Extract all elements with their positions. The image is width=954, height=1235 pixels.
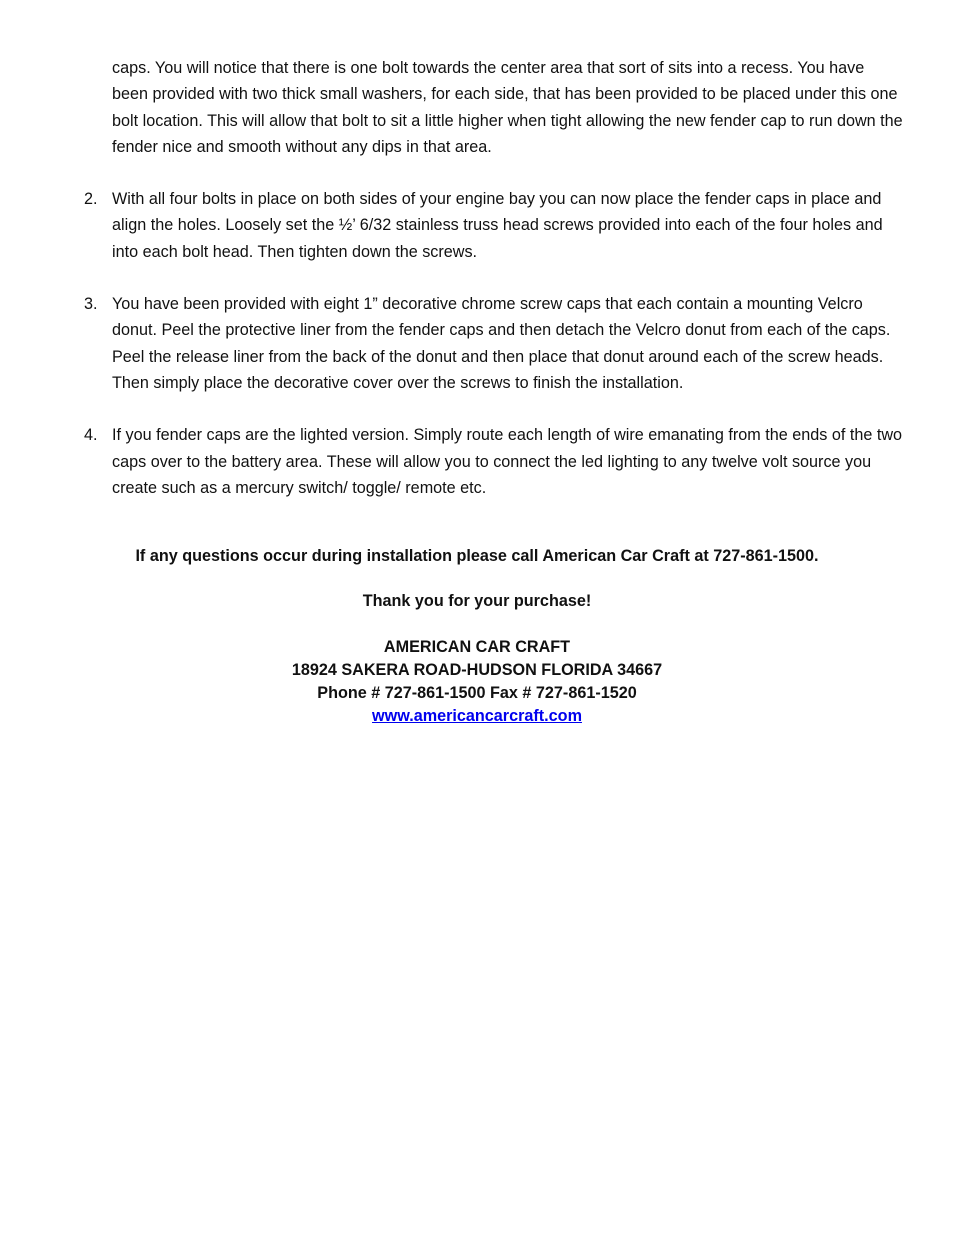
- step-number: 2.: [84, 190, 98, 209]
- step-number: 4.: [84, 426, 98, 445]
- instruction-step-continued: [84, 55, 904, 160]
- instruction-list: [84, 55, 904, 501]
- company-contact-block: [0, 636, 954, 728]
- step-text: You have been provided with eight 1” decorative chrome screw caps that each contain a mounting Velcro donut. Peel the protective liner from the fender caps and then detach the Velcro donut from each of the caps. Peel the release liner from the back of the donut and then place that donut around each of the screw heads. Then simply place the decorative cover over the screws to finish the installation.: [112, 295, 891, 392]
- step-text: With all four bolts in place on both sides of your engine bay you can now place the fender caps in place and align the holes. Loosely set the ½’ 6/32 stainless truss head screws provided into each of the four holes and into each bolt head. Then tighten down the screws.: [112, 190, 883, 261]
- company-phone-fax: Phone # 727-861-1500 Fax # 727-861-1520: [317, 684, 637, 702]
- instruction-step-3: [84, 291, 904, 396]
- support-contact-note: If any questions occur during installation please call American Car Craft at 727-861-1500.: [135, 547, 819, 565]
- instruction-step-2: [84, 186, 904, 265]
- company-name: AMERICAN CAR CRAFT: [383, 638, 571, 656]
- instruction-step-4: [84, 422, 904, 501]
- thank-you-note: Thank you for your purchase!: [362, 592, 592, 610]
- company-address: 18924 SAKERA ROAD-HUDSON FLORIDA 34667: [291, 661, 663, 679]
- company-website-line: [0, 705, 954, 728]
- step-number: 3.: [84, 295, 98, 314]
- step-text: If you fender caps are the lighted version. Simply route each length of wire emanating from the ends of the two caps over to the battery area. These will allow you to connect the led lighting to any twelve volt source you create such as a mercury switch/ toggle/ remote etc.: [112, 426, 903, 497]
- company-website-link[interactable]: www.americancarcraft.com: [372, 707, 582, 725]
- step-text: caps. You will notice that there is one bolt towards the center area that sort of sits into a recess. You have been provided with two thick small washers, for each side, that has been provided to be placed under this one bolt location. This will allow that bolt to sit a little higher when tight allowing the new fender cap to run down the fender nice and smooth without any dips in that area.: [112, 59, 903, 156]
